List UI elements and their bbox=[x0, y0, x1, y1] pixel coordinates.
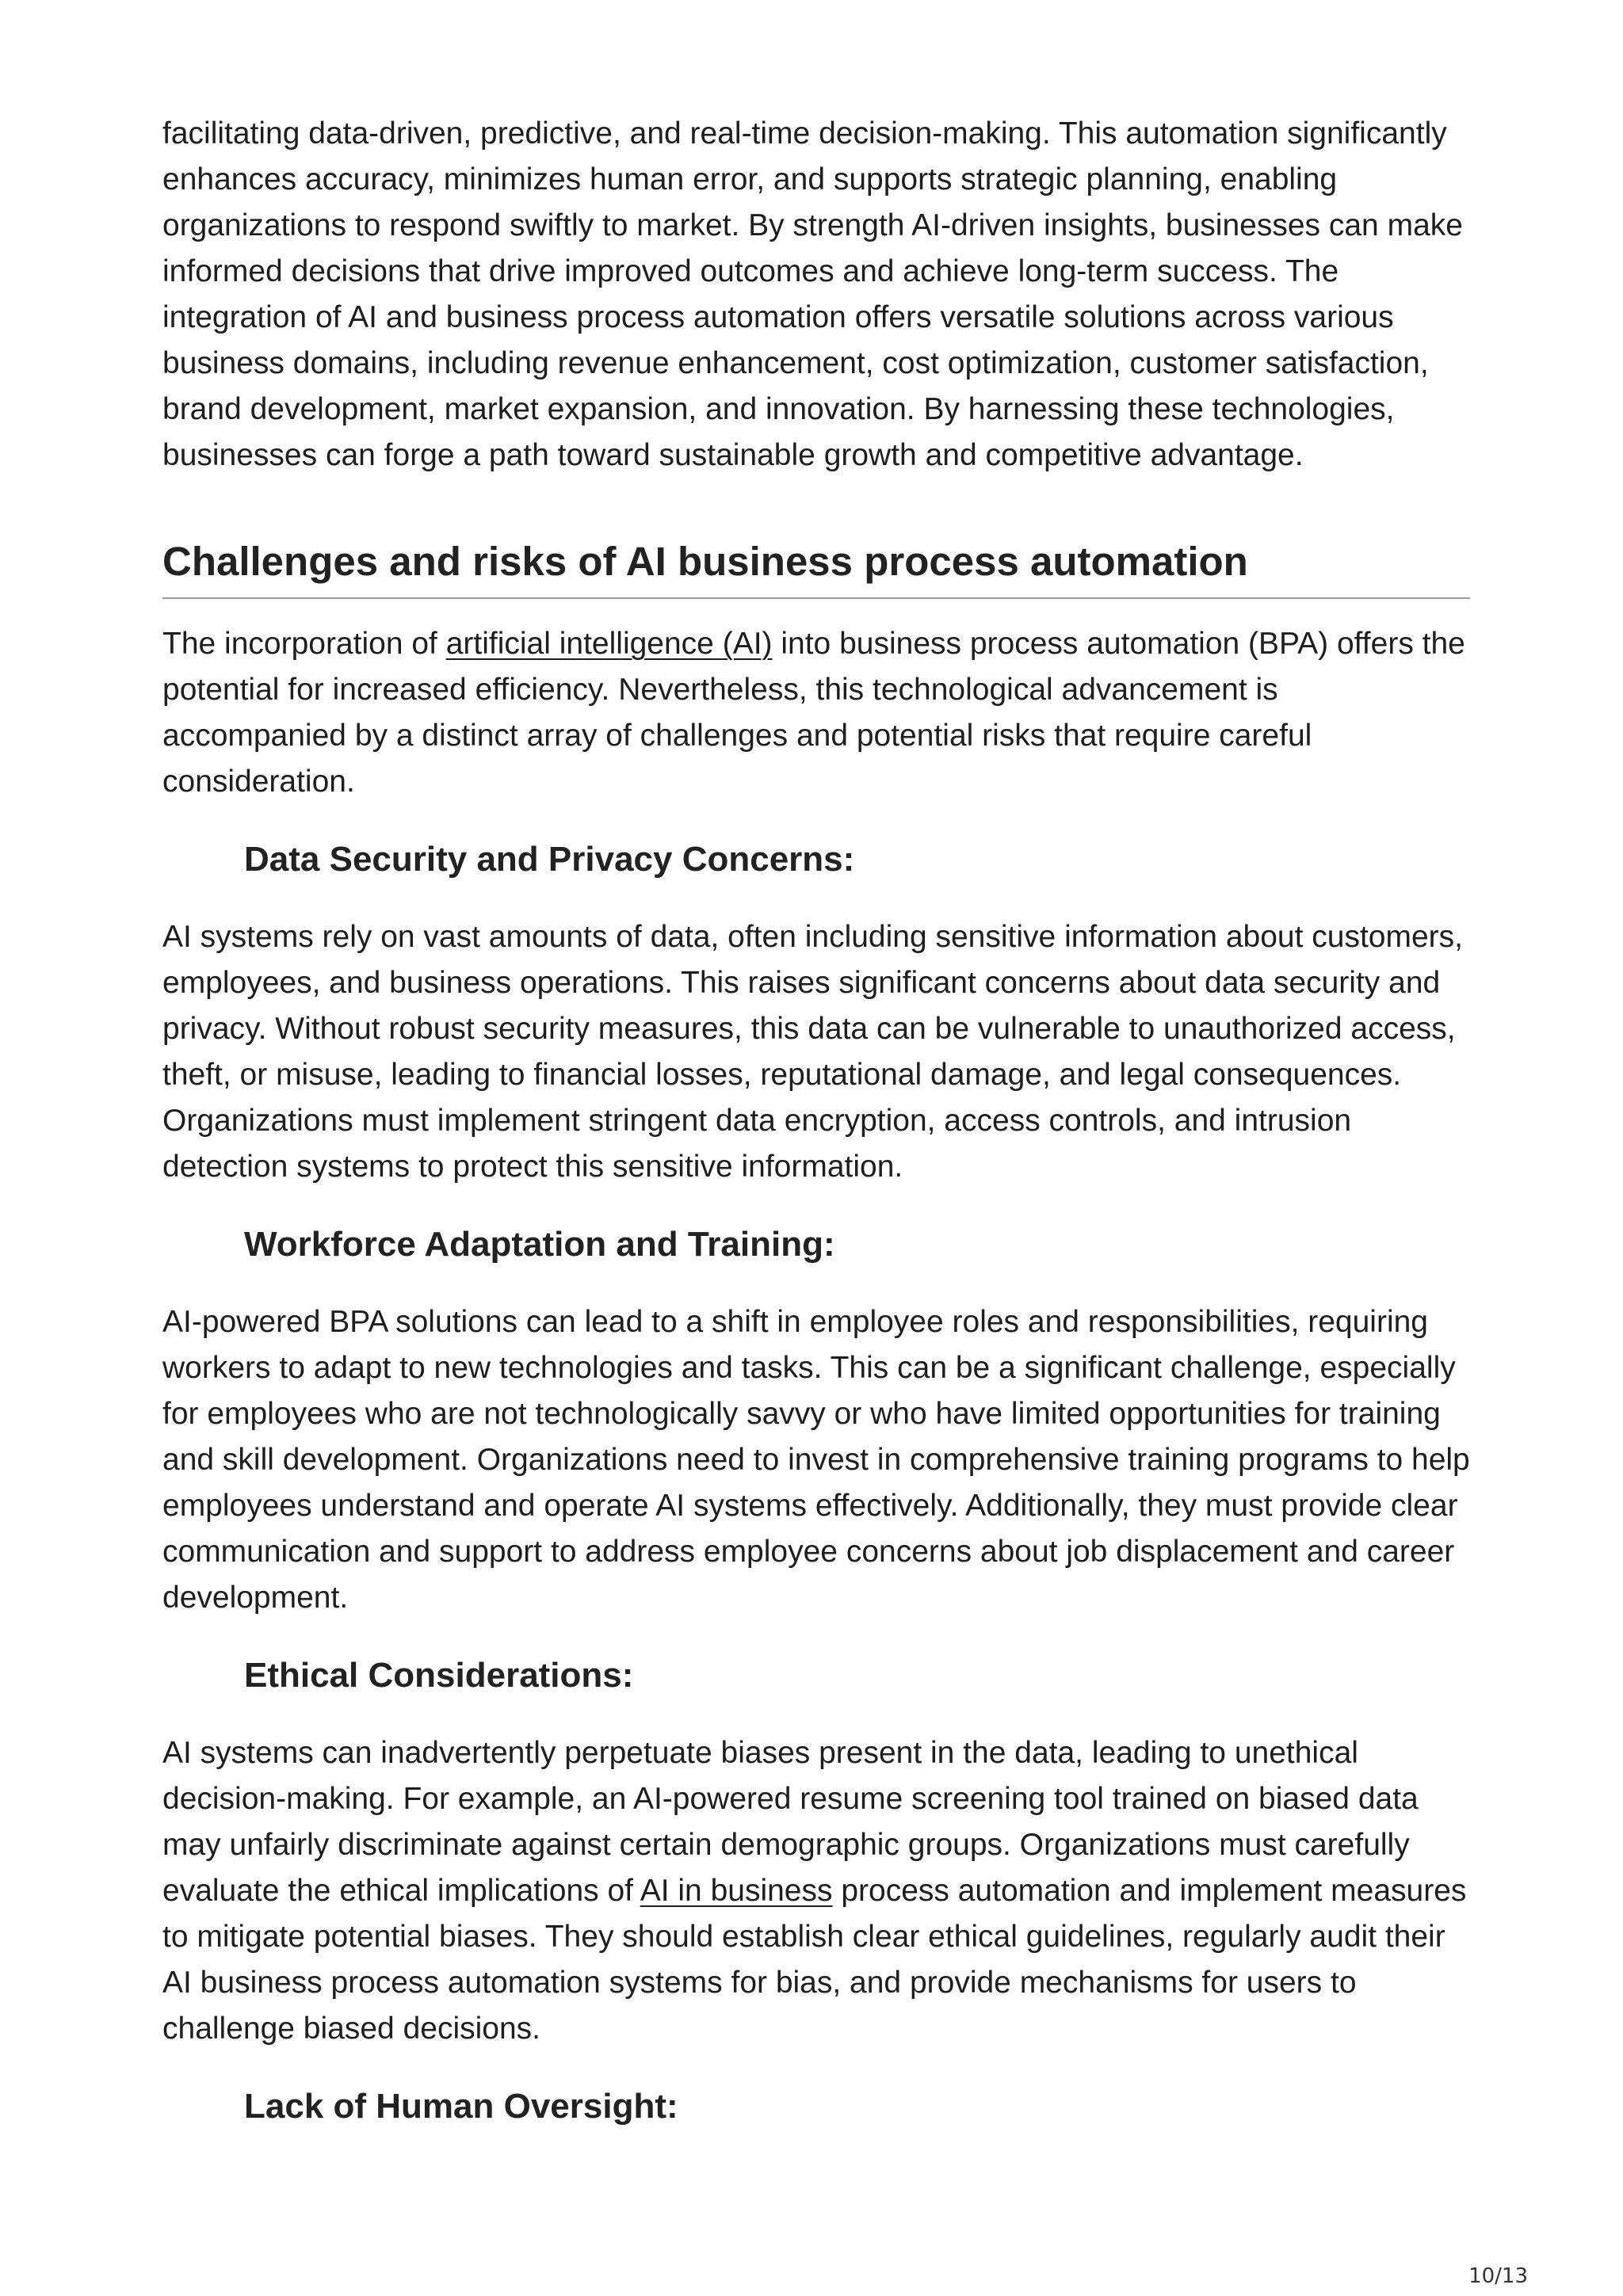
section-intro-text-after: into business process automation (BPA) offers the potential for increased efficiency. Nevertheless, this technological advancement is accompanied by a distinct array of challenges and potential risks that require careful consideration. bbox=[162, 627, 1465, 799]
section-heading-challenges: Challenges and risks of AI business process automation bbox=[162, 537, 1470, 599]
section-intro-text-before: The incorporation of bbox=[162, 627, 446, 661]
paragraph-ethical bbox=[162, 1730, 1470, 2052]
paragraph-workforce: AI-powered BPA solutions can lead to a shift in employee roles and responsibilities, requiring workers to adapt to new technologies and tasks. This can be a significant challenge, especially for employees who are not technologically savvy or who have limited opportunities for training and skill development. Organizations need to invest in comprehensive training programs to help employees understand and operate AI systems effectively. Additionally, they must provide clear communication and support to address employee concerns about job displacement and career development. bbox=[162, 1305, 1470, 1615]
document-content bbox=[162, 111, 1470, 2130]
artificial-intelligence-link[interactable]: artificial intelligence (AI) bbox=[445, 627, 773, 661]
subheading-oversight: Lack of Human Oversight: bbox=[244, 2087, 678, 2126]
ethical-text-after: process automation and implement measures to mitigate potential biases. They should establish clear ethical guidelines, regularly audit their AI business process automation systems for bias, and provide mechanisms for users to challenge biased decisions. bbox=[162, 1874, 1467, 2046]
subheading-ethical: Ethical Considerations: bbox=[244, 1656, 634, 1695]
ethical-text-before: AI systems can inadvertently perpetuate biases present in the data, leading to unethical decision-making. For example, an AI-powered resume screening tool trained on biased data may unfairly discriminate against certain demographic groups. Organizations must carefully evaluate the ethical implications of bbox=[162, 1736, 1419, 1908]
paragraph-data-security: AI systems rely on vast amounts of data, often including sensitive information about customers, employees, and business operations. This raises significant concerns about data security and privacy. Without robust security measures, this data can be vulnerable to unauthorized access, theft, or misuse, leading to financial losses, reputational damage, and legal consequences. Organizations must implement stringent data encryption, access controls, and intrusion detection systems to protect this sensitive information. bbox=[162, 920, 1463, 1184]
page-number: 10/13 bbox=[1468, 2264, 1528, 2288]
subheading-data-security: Data Security and Privacy Concerns: bbox=[244, 840, 855, 879]
ai-in-business-link[interactable]: AI in business bbox=[640, 1874, 833, 1908]
subheading-workforce: Workforce Adaptation and Training: bbox=[244, 1225, 835, 1264]
section-intro-paragraph bbox=[162, 621, 1470, 805]
intro-paragraph: facilitating data-driven, predictive, and real-time decision-making. This automation significantly enhances accuracy, minimizes human error, and supports strategic planning, enabling organizations to respond swiftly to market. By strength AI-driven insights, businesses can make informed decisions that drive improved outcomes and achieve long-term success. The integration of AI and business process automation offers versatile solutions across various business domains, including revenue enhancement, cost optimization, customer satisfaction, brand development, market expansion, and innovation. By harnessing these technologies, businesses can forge a path toward sustainable growth and competitive advantage. bbox=[162, 116, 1463, 472]
